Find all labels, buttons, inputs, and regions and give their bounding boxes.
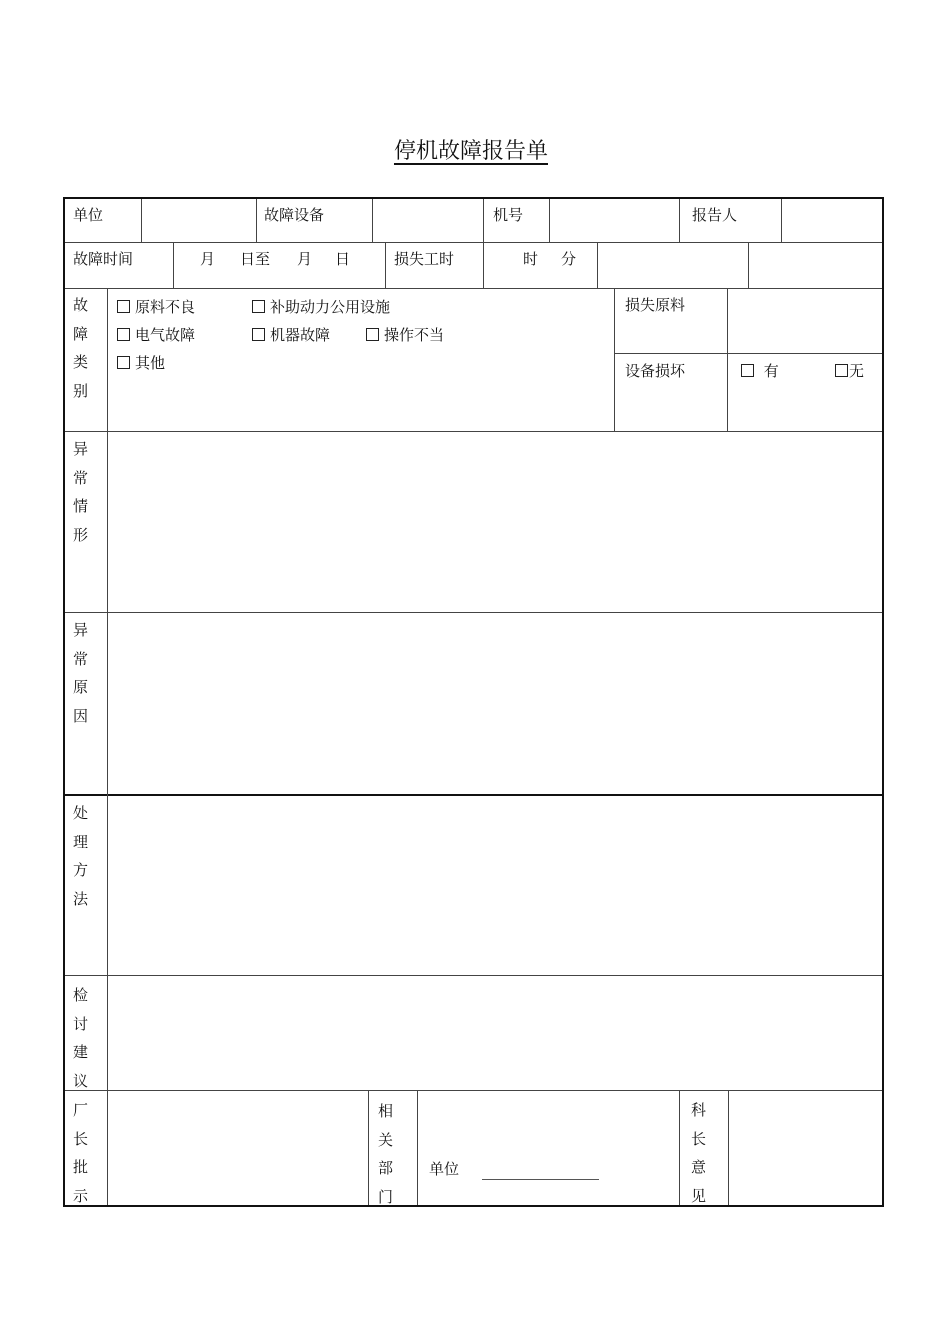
- faulty-device-field[interactable]: [374, 201, 482, 239]
- col-divider: [549, 199, 550, 242]
- row-divider: [65, 288, 882, 289]
- col-divider: [385, 242, 386, 288]
- col-divider: [679, 1090, 680, 1205]
- checkbox[interactable]: [741, 364, 754, 377]
- day-end: 日: [335, 250, 351, 268]
- row-divider: [65, 794, 882, 796]
- col-divider: [614, 288, 615, 431]
- damage-yes[interactable]: [741, 362, 779, 380]
- machine-no-field[interactable]: [551, 201, 678, 239]
- col-divider: [727, 288, 728, 431]
- unit-label: 单位: [73, 206, 104, 224]
- lost-material-label: 损失原料: [625, 296, 686, 314]
- equipment-damage-label: 设备损坏: [625, 362, 686, 380]
- checkbox[interactable]: [252, 300, 265, 313]
- checkbox[interactable]: [252, 328, 265, 341]
- unit-field[interactable]: [143, 201, 255, 239]
- related-dept-label: 相关部门: [378, 1102, 394, 1206]
- faulty-device-label: 故障设备: [264, 206, 325, 224]
- lost-hours-label: 损失工时: [394, 250, 455, 268]
- option-label: 操作不当: [384, 326, 445, 344]
- abnormal-situation-field[interactable]: [109, 433, 881, 611]
- option-label: 原料不良: [135, 298, 196, 316]
- fault-category-label: 故障类别: [73, 296, 89, 400]
- checkbox[interactable]: [117, 356, 130, 369]
- checkbox[interactable]: [117, 300, 130, 313]
- col-divider: [781, 199, 782, 242]
- option-machine[interactable]: [252, 326, 330, 344]
- col-divider: [597, 242, 598, 288]
- checkbox[interactable]: [366, 328, 379, 341]
- option-label: 电气故障: [135, 326, 196, 344]
- col-divider: [748, 242, 749, 288]
- col-divider: [173, 242, 174, 288]
- hour-unit: 时: [523, 250, 539, 268]
- treatment-method-field[interactable]: [109, 797, 881, 973]
- col-divider: [483, 199, 484, 242]
- damage-no[interactable]: [835, 362, 864, 380]
- row-divider: [614, 353, 882, 354]
- option-label: 有: [763, 362, 779, 380]
- option-auxiliary-power[interactable]: [252, 298, 390, 316]
- unit-signature-line[interactable]: [482, 1179, 599, 1180]
- option-improper-operation[interactable]: [366, 326, 444, 344]
- month-start: 月: [200, 250, 216, 268]
- machine-no-label: 机号: [493, 206, 524, 224]
- option-raw-material[interactable]: [117, 298, 195, 316]
- col-divider: [372, 199, 373, 242]
- section-chief-label: 科长意见: [691, 1101, 707, 1205]
- abnormal-cause-field[interactable]: [109, 614, 881, 792]
- option-electrical[interactable]: [117, 326, 195, 344]
- option-label: 机器故障: [270, 326, 331, 344]
- related-unit-label: 单位: [429, 1160, 460, 1178]
- col-divider: [483, 242, 484, 288]
- col-divider: [728, 1090, 729, 1205]
- reporter-field[interactable]: [783, 201, 880, 239]
- treatment-method-label: 处理方法: [73, 804, 89, 908]
- month-end: 月: [297, 250, 313, 268]
- checkbox[interactable]: [835, 364, 848, 377]
- page-title: [0, 134, 950, 165]
- fault-time-label: 故障时间: [73, 250, 134, 268]
- report-form: [63, 197, 884, 1207]
- option-label: 补助动力公用设施: [270, 298, 391, 316]
- option-label: 其他: [135, 354, 166, 372]
- review-suggestion-label: 检讨建议: [73, 986, 89, 1090]
- day-to: 日至: [240, 250, 271, 268]
- review-suggestion-field[interactable]: [109, 977, 881, 1088]
- col-divider: [107, 1090, 108, 1205]
- option-other[interactable]: [117, 354, 165, 372]
- row-divider: [65, 612, 882, 613]
- option-label: 无: [849, 362, 865, 380]
- reporter-label: 报告人: [692, 206, 738, 224]
- director-label: 厂长批示: [73, 1101, 89, 1205]
- col-divider: [256, 199, 257, 242]
- col-divider: [368, 1090, 369, 1205]
- row-divider: [65, 1090, 882, 1091]
- row-divider: [65, 431, 882, 432]
- row-divider: [65, 975, 882, 976]
- col-divider: [107, 288, 108, 1090]
- col-divider: [141, 199, 142, 242]
- minute-unit: 分: [561, 250, 577, 268]
- title-text: 停机故障报告单: [393, 139, 548, 164]
- abnormal-situation-label: 异常情形: [73, 440, 89, 544]
- row-divider: [65, 242, 882, 243]
- col-divider: [417, 1090, 418, 1205]
- abnormal-cause-label: 异常原因: [73, 621, 89, 725]
- col-divider: [679, 199, 680, 242]
- checkbox[interactable]: [117, 328, 130, 341]
